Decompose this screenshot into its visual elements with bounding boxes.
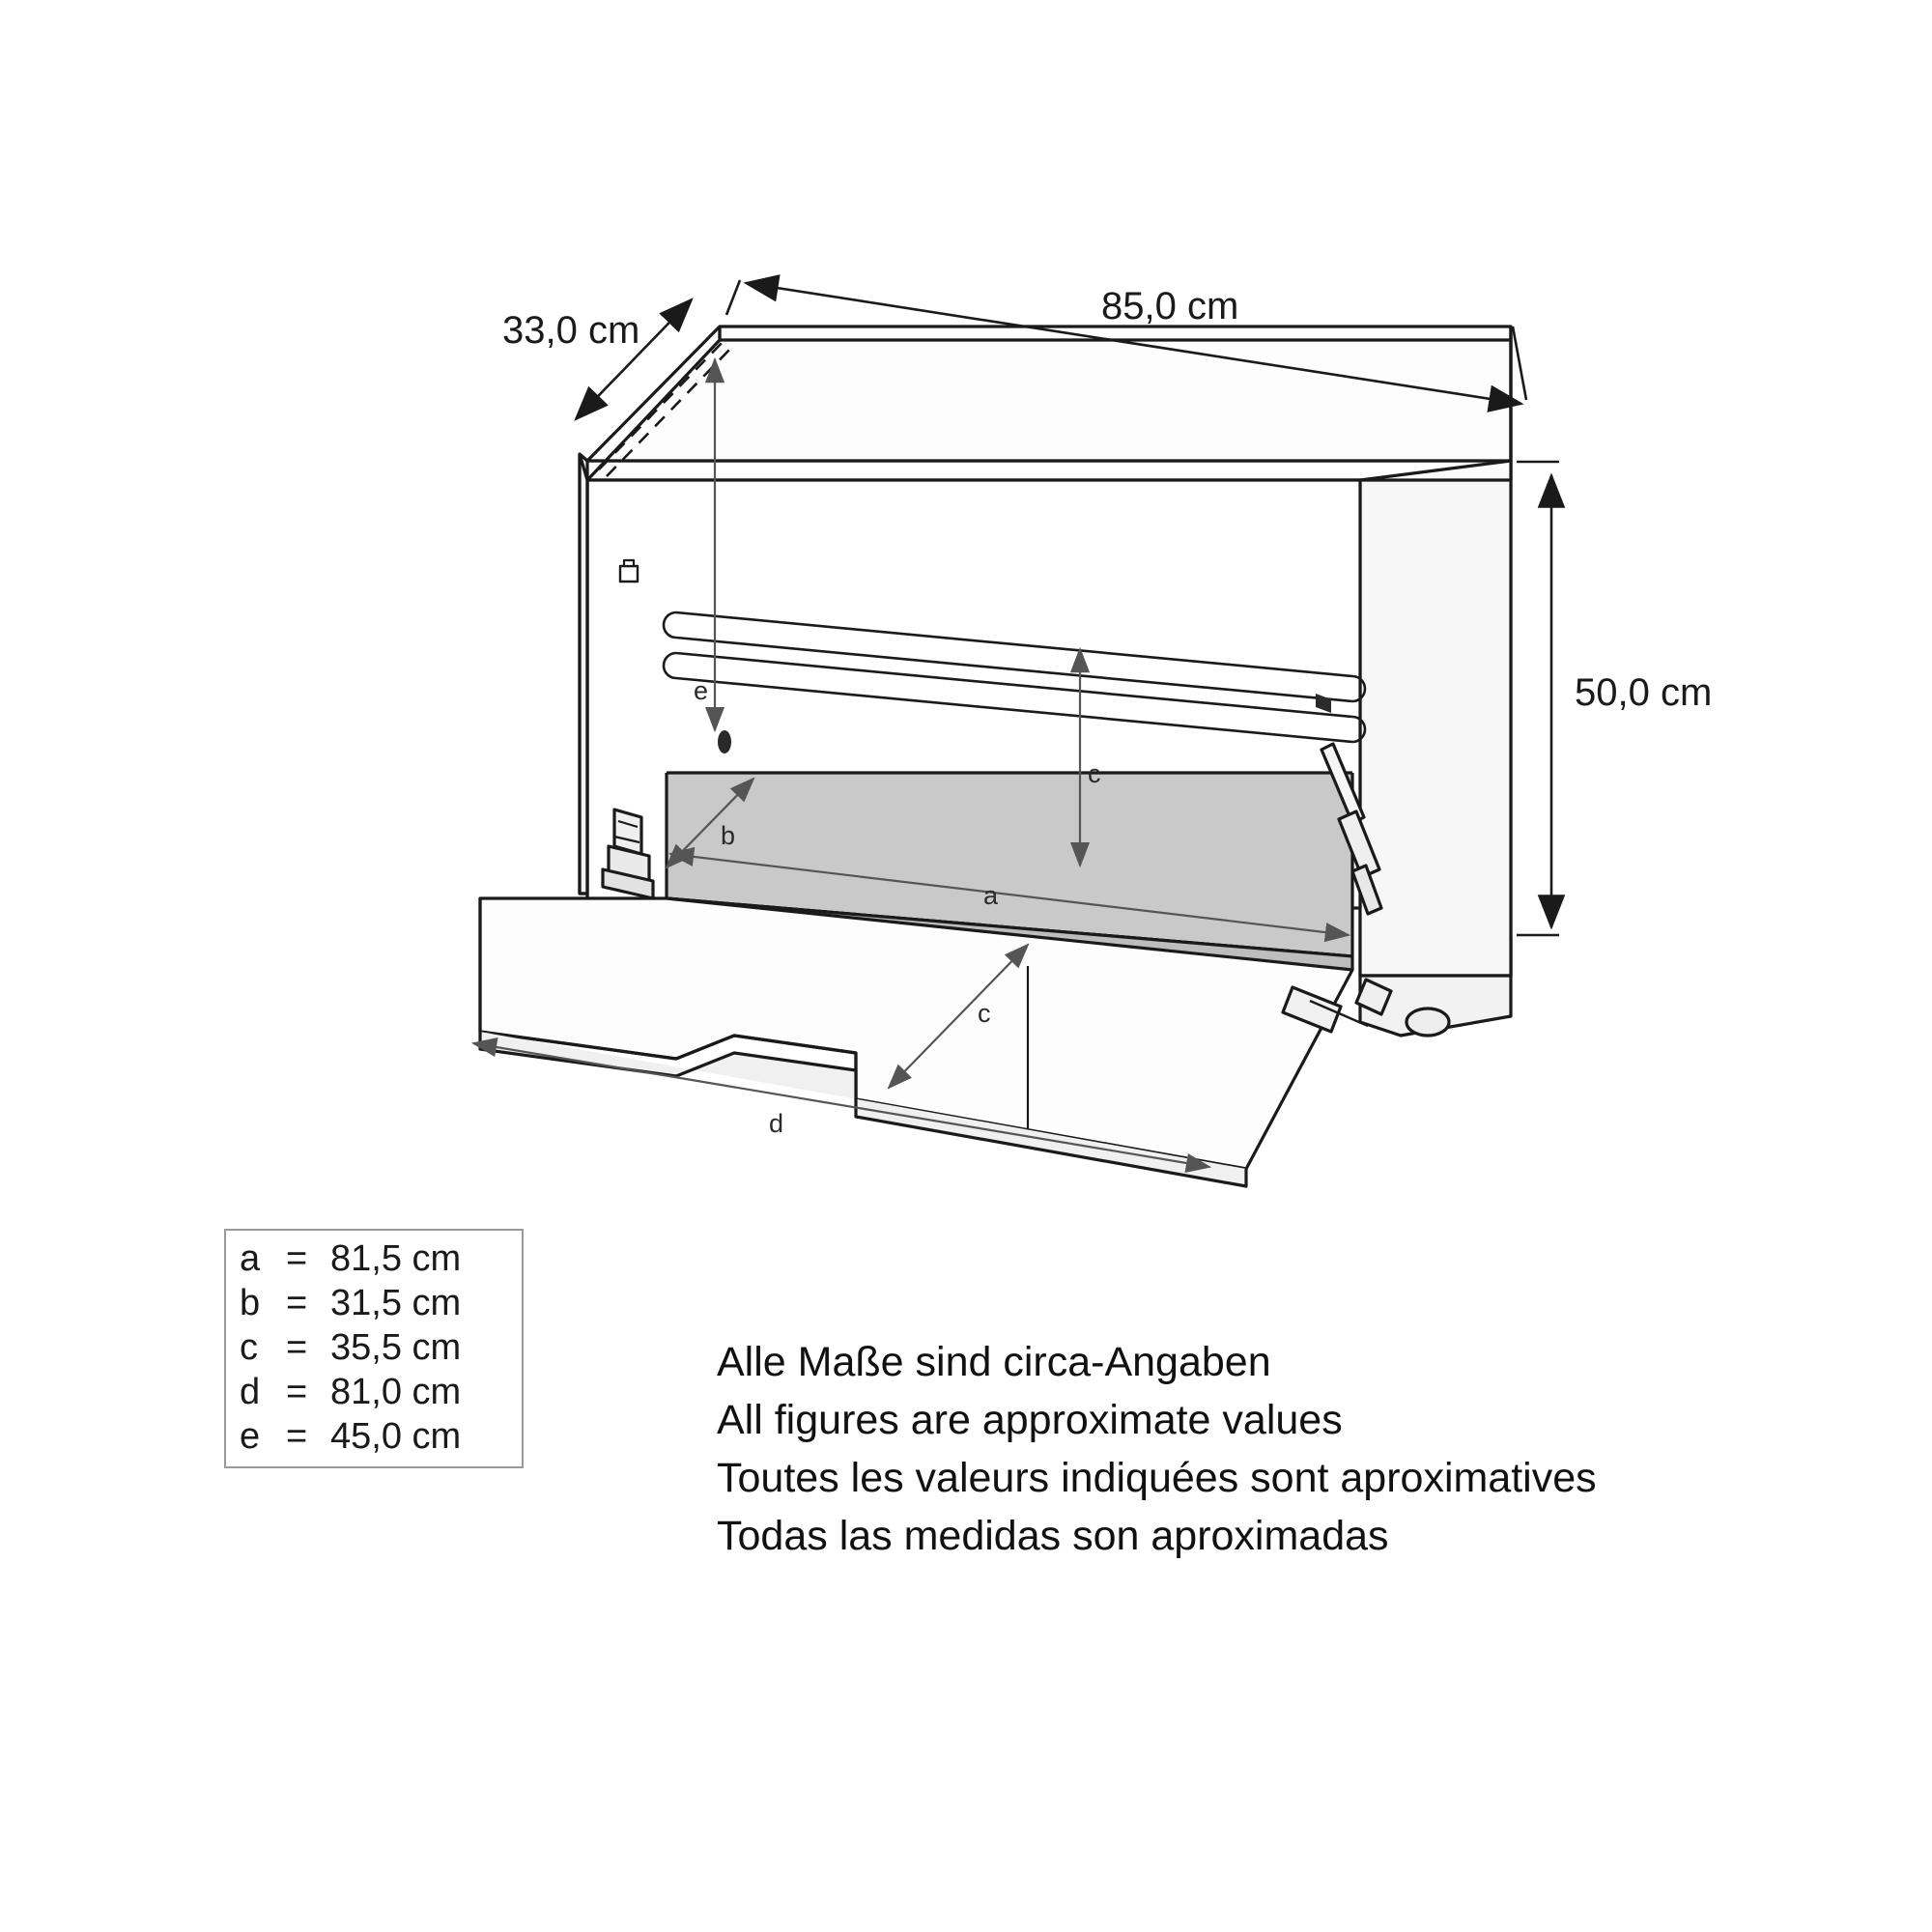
legend-value-d: 81,0 cm: [330, 1372, 462, 1412]
callout-label-c-flap: c: [978, 999, 991, 1028]
callout-label-c-inner: c: [1088, 759, 1101, 788]
approximate-values-notes: [717, 1333, 1779, 1565]
dimension-label-width: 85,0 cm: [1101, 285, 1239, 327]
legend-value-e: 45,0 cm: [330, 1416, 462, 1457]
legend-value-c: 35,5 cm: [330, 1327, 462, 1368]
legend-equals-c: =: [286, 1327, 308, 1368]
dimension-label-height: 50,0 cm: [1575, 671, 1713, 714]
legend-row-c: [226, 1325, 522, 1370]
legend-value-a: 81,5 cm: [330, 1238, 462, 1279]
note-line-fr: Toutes les valeurs indiquées sont aproximatives: [717, 1455, 1597, 1501]
cabinet-body: [480, 327, 1511, 1186]
legend-key-a: a: [240, 1238, 261, 1279]
callout-label-e: e: [694, 676, 709, 705]
legend-key-d: d: [240, 1372, 261, 1412]
note-line-es: Todas las medidas son aproximadas: [717, 1513, 1389, 1559]
callout-label-a: a: [983, 881, 999, 910]
dimension-legend: [224, 1229, 524, 1468]
note-line-en: All figures are approximate values: [717, 1397, 1343, 1443]
legend-key-c: c: [240, 1327, 258, 1368]
legend-row-e: [226, 1414, 522, 1459]
callout-label-b: b: [721, 821, 736, 850]
legend-row-b: [226, 1281, 522, 1325]
legend-equals-b: =: [286, 1283, 308, 1323]
legend-value-b: 31,5 cm: [330, 1283, 462, 1323]
legend-key-b: b: [240, 1283, 261, 1323]
legend-equals-e: =: [286, 1416, 308, 1457]
legend-key-e: e: [240, 1416, 261, 1457]
callout-label-d: d: [769, 1109, 784, 1138]
legend-equals-d: =: [286, 1372, 308, 1412]
legend-row-d: [226, 1370, 522, 1414]
legend-row-a: [226, 1236, 522, 1281]
dimension-label-depth: 33,0 cm: [502, 309, 640, 352]
note-line-de: Alle Maße sind circa-Angaben: [717, 1339, 1271, 1385]
legend-equals-a: =: [286, 1238, 308, 1279]
